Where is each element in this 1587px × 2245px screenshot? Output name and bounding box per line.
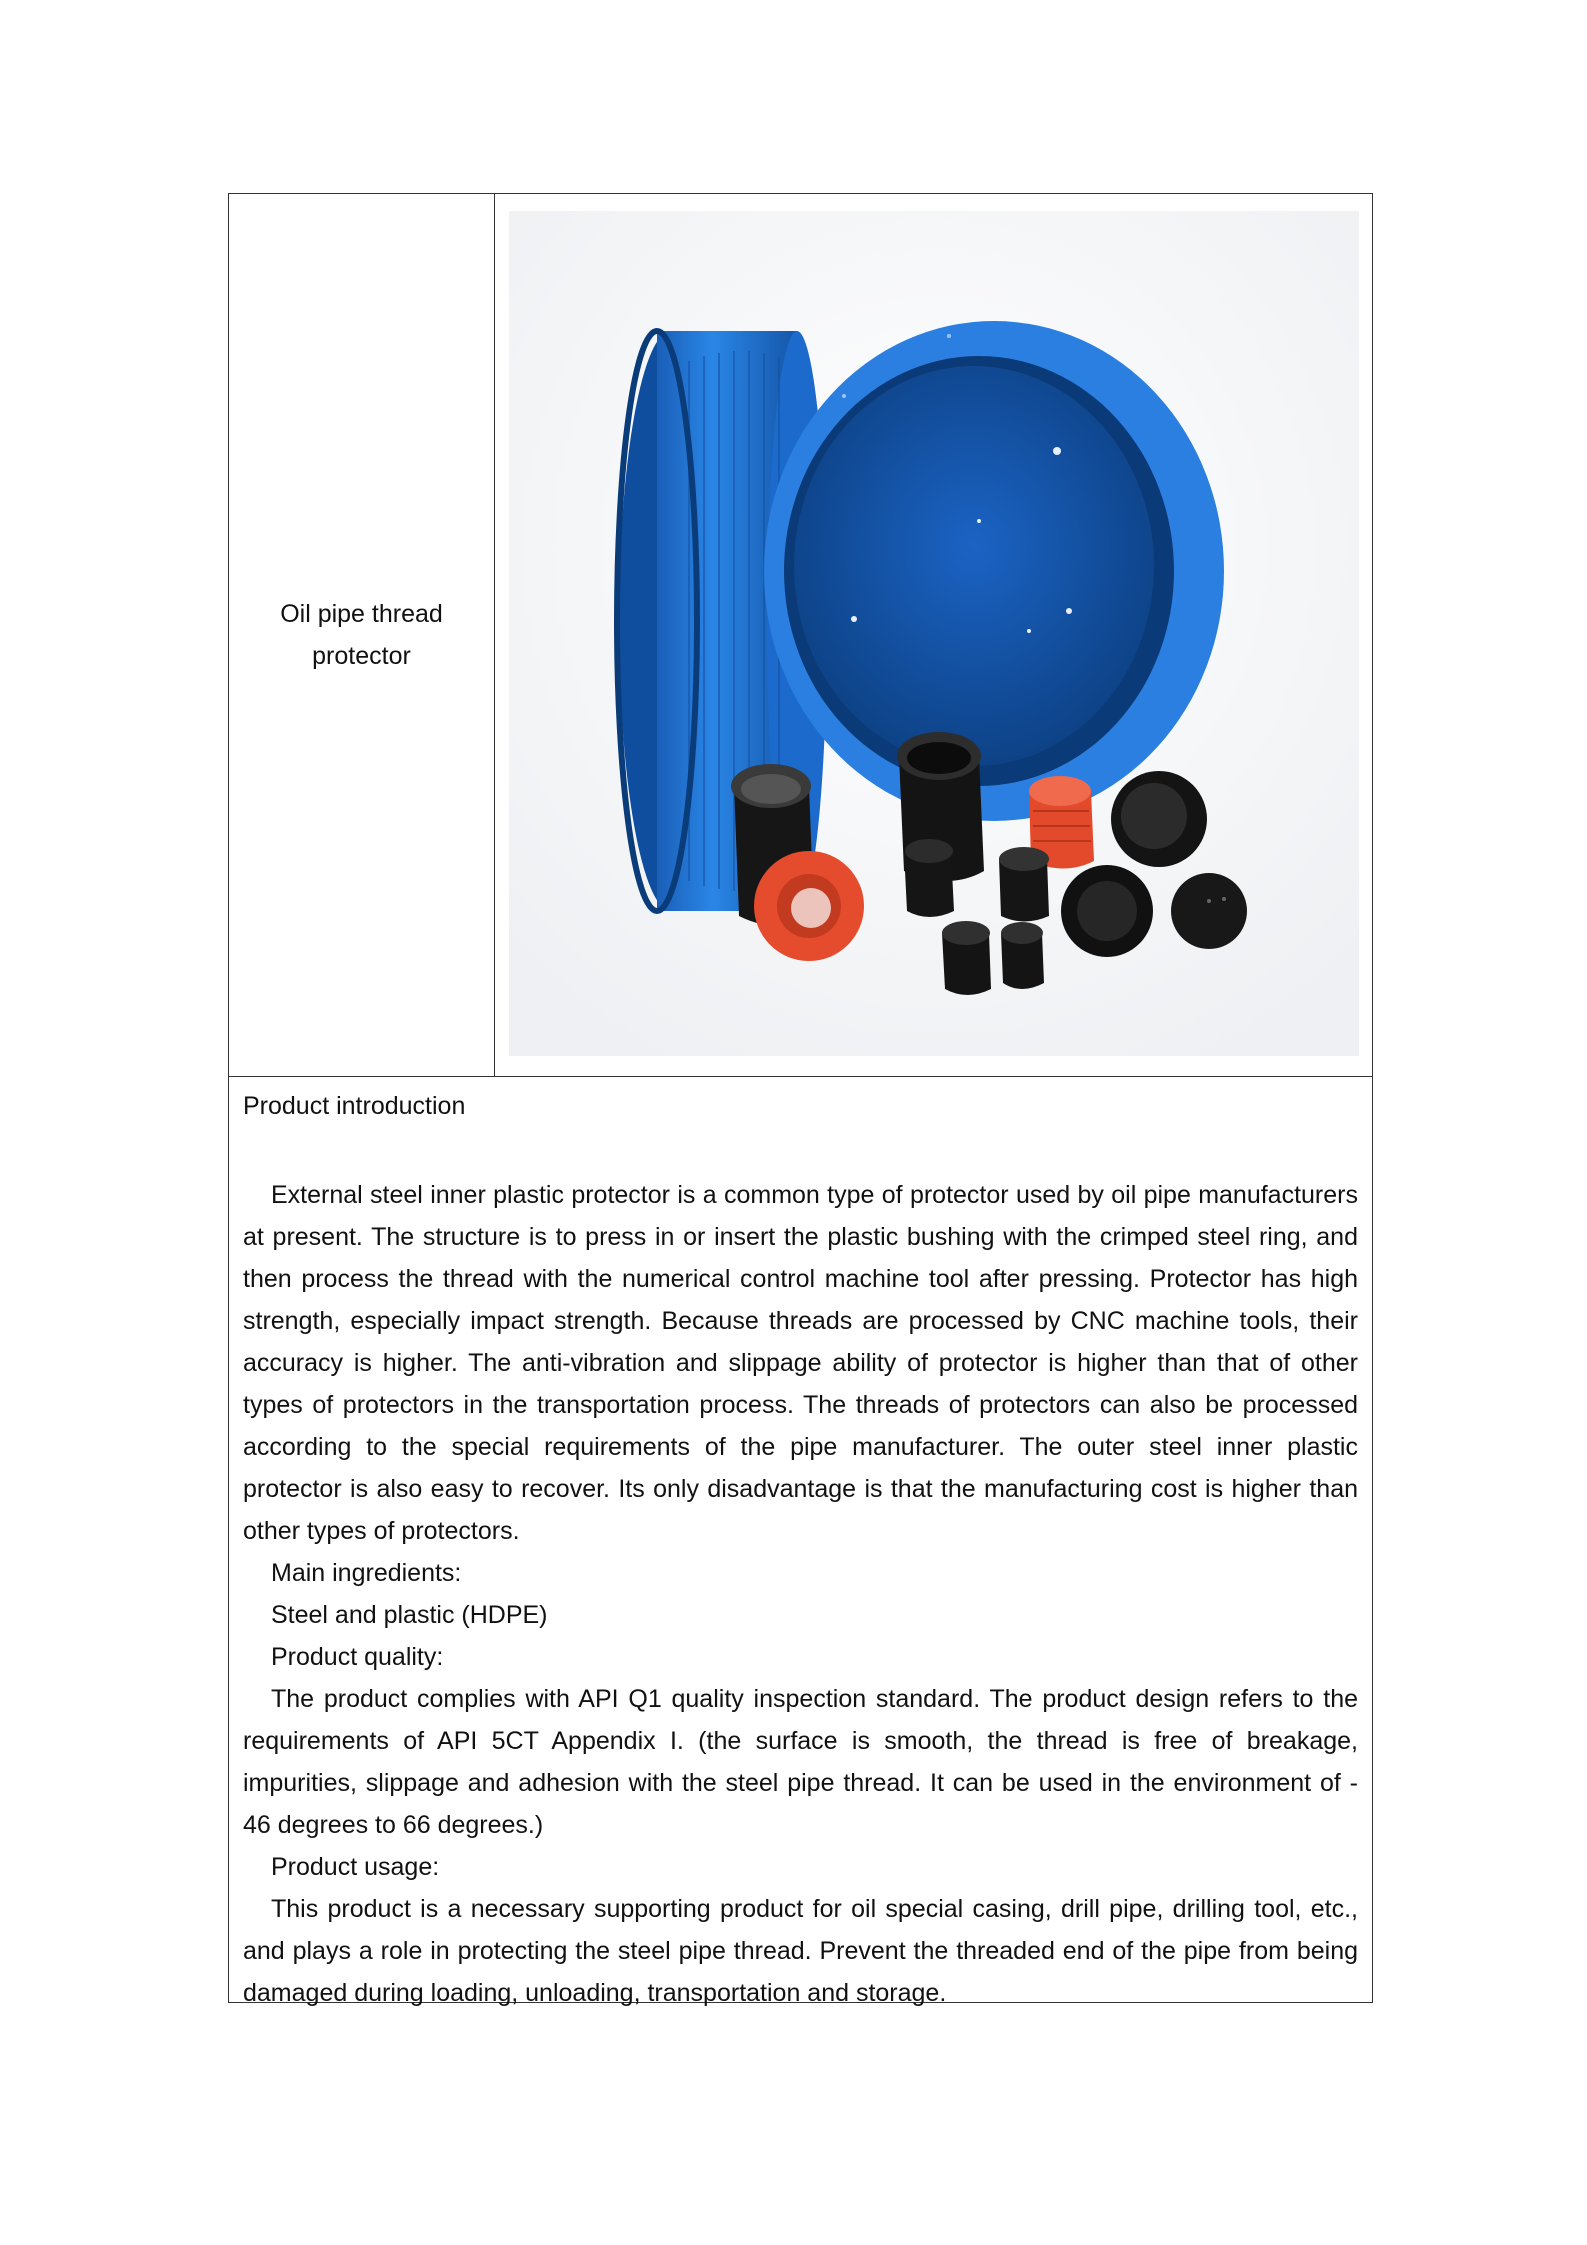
product-photo xyxy=(509,211,1359,1056)
ingredients-text: Steel and plastic (HDPE) xyxy=(271,1601,548,1629)
usage-text: This product is a necessary supporting product for oil special casing, drill pipe, drilling tool, etc., and plays a role in protecting the steel pipe thread. Prevent the threaded end of the pipe from being damaged during loading, unloading, transportation and storage. xyxy=(243,1895,1358,2007)
intro-heading: Product introduction xyxy=(243,1092,466,1120)
product-photo-cell xyxy=(495,194,1372,1076)
ingredients-heading: Main ingredients: xyxy=(271,1559,462,1587)
usage-heading: Product usage: xyxy=(271,1853,440,1881)
blue-protector-cup xyxy=(764,321,1224,821)
product-introduction-row xyxy=(229,1077,1372,2007)
intro-paragraph-description: External steel inner plastic protector is a common type of protector used by oil pipe manufacturers at present. The structure is to press in or insert the plastic bushing with the crimped steel ring, and then process the thread with the numerical control machine tool after pressing. Protector has high strength, especially impact strength. Because threads are processed by CNC machine tools, their accuracy is higher. The anti-vibration and slippage ability of protector is higher than that of other types of protectors in the transportation process. The threads of protectors can also be processed according to the special requirements of the pipe manufacturer. The outer steel inner plastic protector is also easy to recover. Its only disadvantage is that the manufacturing cost is higher than other types of protectors. xyxy=(243,1181,1358,1545)
intro-body xyxy=(243,1174,1358,2014)
quality-heading: Product quality: xyxy=(271,1643,444,1671)
product-name-cell xyxy=(229,194,495,1076)
product-table xyxy=(228,193,1373,2007)
product-row xyxy=(229,194,1372,1077)
quality-text: The product complies with API Q1 quality inspection standard. The product design refers to the requirements of API 5CT Appendix I. (the surface is smooth, the thread is free of breakage, impurities, slippage and adhesion with the steel pipe thread. It can be used in the environment of - 46 degrees to 66 degrees.) xyxy=(243,1685,1358,1839)
product-name: Oil pipe thread protector xyxy=(280,600,443,670)
